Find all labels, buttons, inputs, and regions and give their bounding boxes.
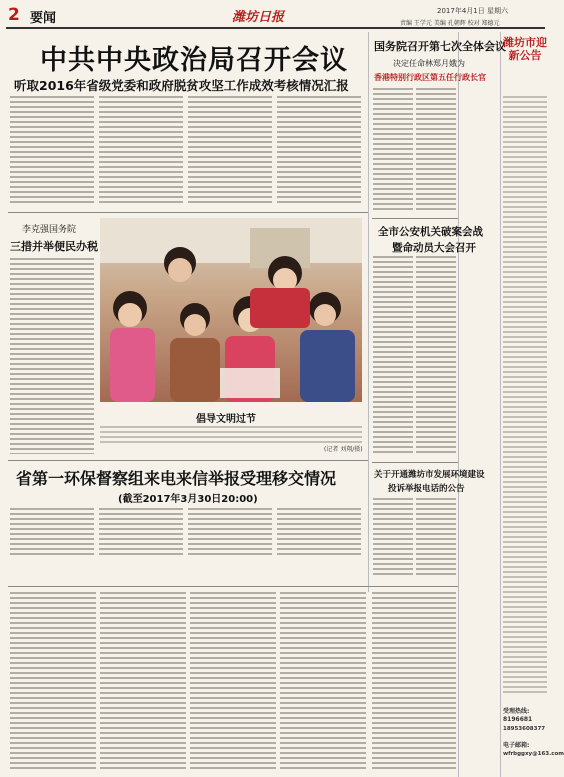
lead-text-col1	[10, 96, 94, 204]
section-rule	[372, 218, 458, 219]
bottom-body-col1	[10, 592, 96, 772]
bottom-intro-col3	[188, 508, 272, 558]
paper-logo: 潍坊日报	[232, 10, 285, 25]
masthead-rule	[6, 27, 545, 29]
right-top-title: 国务院召开第七次全体会议	[374, 40, 506, 53]
bottom-body-col4	[280, 592, 366, 772]
section-rule	[8, 212, 368, 213]
bottom-title: 省第一环保督察组来电来信举报受理移交情况	[16, 469, 337, 488]
photo-caption-text	[100, 426, 362, 444]
page-number: 2	[8, 5, 20, 25]
masthead-date: 2017年4月1日 星期六	[437, 7, 508, 15]
bottom-intro-col2	[99, 508, 183, 558]
sidebar-phone2: 18953608377	[503, 726, 546, 732]
right-top-sub2: 香港特别行政区第五任行政长官	[374, 73, 486, 82]
sidebar-text	[503, 96, 547, 696]
right-low-title1: 关于开通潍坊市发展环境建设	[374, 470, 485, 480]
section-rule	[8, 586, 458, 587]
left-mid-kicker: 李克强国务院	[22, 225, 77, 235]
section-rule	[8, 460, 368, 461]
right-mid-title2: 暨命动员大会召开	[392, 242, 476, 254]
news-photo	[100, 218, 362, 402]
right-top-text-col2	[416, 88, 456, 212]
right-low-title2: 投诉举报电话的公告	[388, 484, 465, 494]
column-rule	[458, 32, 459, 777]
photo-caption: 倡导文明过节	[196, 414, 256, 425]
lead-title: 中共中央政治局召开会议	[40, 45, 348, 76]
lead-text-col3	[188, 96, 272, 204]
sidebar-phone1: 8196681	[503, 716, 533, 723]
right-mid-text-col1	[373, 256, 413, 456]
bottom-intro-col1	[10, 508, 94, 558]
lead-text-col4	[277, 96, 361, 204]
column-rule	[500, 32, 501, 777]
right-low-text-col1	[373, 498, 413, 578]
photo-children-illustration	[100, 218, 362, 402]
photo-credit: (记者 刘翔/摄)	[324, 446, 363, 453]
masthead-editors: 责编 王学元 美编 孔朝辉 校对 郑德元	[400, 20, 500, 27]
right-mid-title1: 全市公安机关破案会战	[378, 226, 483, 238]
left-mid-text	[10, 258, 94, 454]
bottom-body-col2	[100, 592, 186, 772]
right-top-sub1: 决定任命林郑月娥为	[393, 59, 465, 68]
right-mid-text-col2	[416, 256, 456, 456]
sidebar-title: 潍坊市迎新公告	[503, 36, 547, 62]
right-low-text-col2	[416, 498, 456, 578]
left-mid-title: 三措并举便民办税	[10, 240, 98, 253]
bottom-body-col5	[372, 592, 456, 772]
sidebar-phone-label: 受理热线:	[503, 708, 530, 715]
section-label: 要闻	[30, 11, 57, 26]
lead-subtitle: 听取2016年省级党委和政府脱贫攻坚工作成效考核情况汇报	[14, 78, 349, 93]
sidebar-email-label: 电子邮箱:	[503, 742, 530, 749]
lead-text-col2	[99, 96, 183, 204]
bottom-body-col3	[190, 592, 276, 772]
column-rule	[368, 32, 369, 592]
section-rule	[372, 462, 458, 463]
right-top-text-col1	[373, 88, 413, 212]
bottom-intro-col4	[277, 508, 361, 558]
bottom-subtitle: (截至2017年3月30日20:00)	[118, 494, 258, 505]
sidebar-email: wfrbggxy@163.com	[503, 751, 564, 757]
